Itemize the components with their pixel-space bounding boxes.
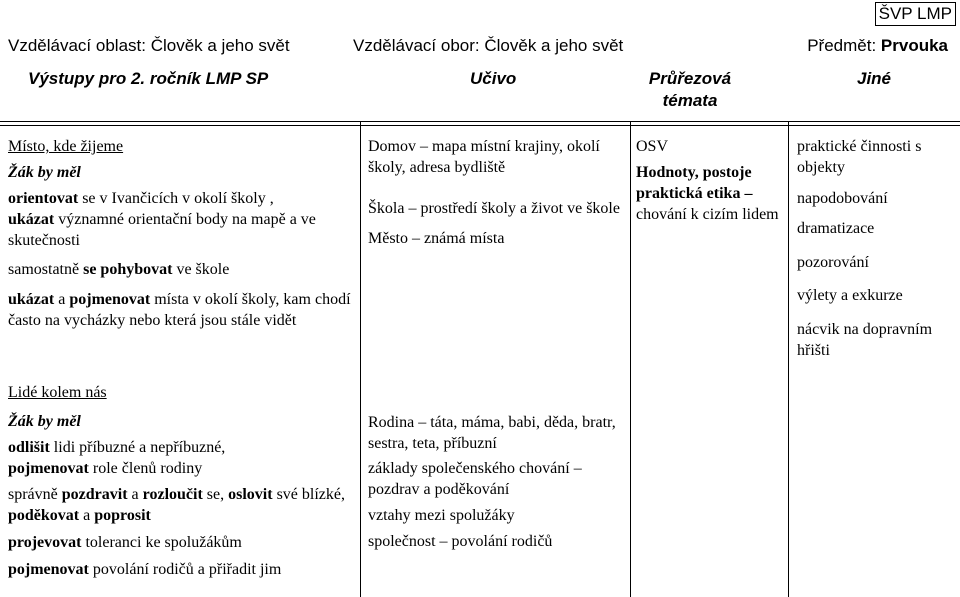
subject	[807, 35, 948, 57]
subject-prefix: Předmět:	[807, 36, 881, 55]
section2-content	[368, 412, 626, 552]
content-item: vztahy mezi spolužáky	[368, 507, 515, 524]
content-item: Město – známá místa	[368, 230, 505, 247]
section2-title: Lidé kolem nás	[8, 384, 107, 401]
section1-content	[368, 136, 626, 249]
column-header-outcomes: Výstupy pro 2. ročník LMP SP	[28, 69, 269, 88]
educational-field: Vzdělávací obor: Člověk a jeho svět	[353, 36, 624, 55]
column-header-content: Učivo	[470, 69, 517, 88]
cross-topics-line2: témata	[662, 91, 718, 110]
cross-topics-line1: Průřezová	[648, 69, 732, 88]
section2-pupil: Žák by měl	[8, 413, 81, 430]
cross-topic-osv: OSV	[636, 138, 669, 155]
subject-name: Prvouka	[880, 36, 948, 55]
svp-badge: ŠVP LMP	[875, 2, 956, 26]
column-header-cross-topics	[620, 68, 760, 112]
content-item: Škola – prostředí školy a život ve škole	[368, 200, 620, 217]
section1-title: Místo, kde žijeme	[8, 138, 124, 155]
column-divider	[630, 121, 631, 597]
table-top-border	[0, 121, 960, 122]
other-item: napodobování	[797, 190, 888, 207]
other-item: pozorování	[797, 254, 869, 271]
column-divider	[788, 121, 789, 597]
section2-outcome4: pojmenovat povolání rodičů a přiřadit jim	[8, 561, 282, 578]
content-item: Rodina – táta, máma, babi, děda, bratr, sestra, teta, příbuzní	[368, 414, 616, 452]
column-header-other: Jiné	[857, 69, 892, 88]
section1-outcome1: orientovat se v Ivančicích v okolí školy , ukázat významné orientační body na mapě a ve skutečnosti	[8, 190, 316, 249]
section1-cross-topics	[636, 136, 784, 225]
section1-outcome2: samostatně se pohybovat ve škole	[8, 261, 230, 278]
content-item: Domov – mapa místní krajiny, okolí školy, adresa bydliště	[368, 138, 600, 176]
table-top-border-inner	[0, 125, 960, 126]
content-item: základy společenského chování – pozdrav a poděkování	[368, 460, 582, 498]
other-item: dramatizace	[797, 220, 875, 237]
other-item: výlety a exkurze	[797, 287, 903, 304]
cross-topic-behaviour: chování k cizím lidem	[636, 206, 779, 223]
other-item: praktické činnosti s objekty	[797, 138, 922, 176]
cross-topic-values: Hodnoty, postoje praktická etika –	[636, 164, 753, 202]
content-item: společnost – povolání rodičů	[368, 533, 553, 550]
section1-other	[797, 136, 957, 361]
educational-area: Vzdělávací oblast: Člověk a jeho svět	[8, 36, 290, 55]
section2-outcomes	[8, 382, 354, 580]
section1-outcomes	[8, 136, 354, 331]
section2-outcome3: projevovat toleranci ke spolužákům	[8, 534, 242, 551]
section1-pupil: Žák by měl	[8, 164, 81, 181]
other-item: nácvik na dopravním hřišti	[797, 321, 933, 359]
section1-outcome3: ukázat a pojmenovat místa v okolí školy, kam chodí často na vycházky nebo která jsou stále vidět	[8, 291, 351, 329]
section2-outcome2: správně pozdravit a rozloučit se, oslovit své blízké, poděkovat a poprosit	[8, 486, 345, 524]
column-divider	[360, 121, 361, 597]
section2-outcome1: odlišit lidi příbuzné a nepříbuzné, pojmenovat role členů rodiny	[8, 439, 226, 477]
